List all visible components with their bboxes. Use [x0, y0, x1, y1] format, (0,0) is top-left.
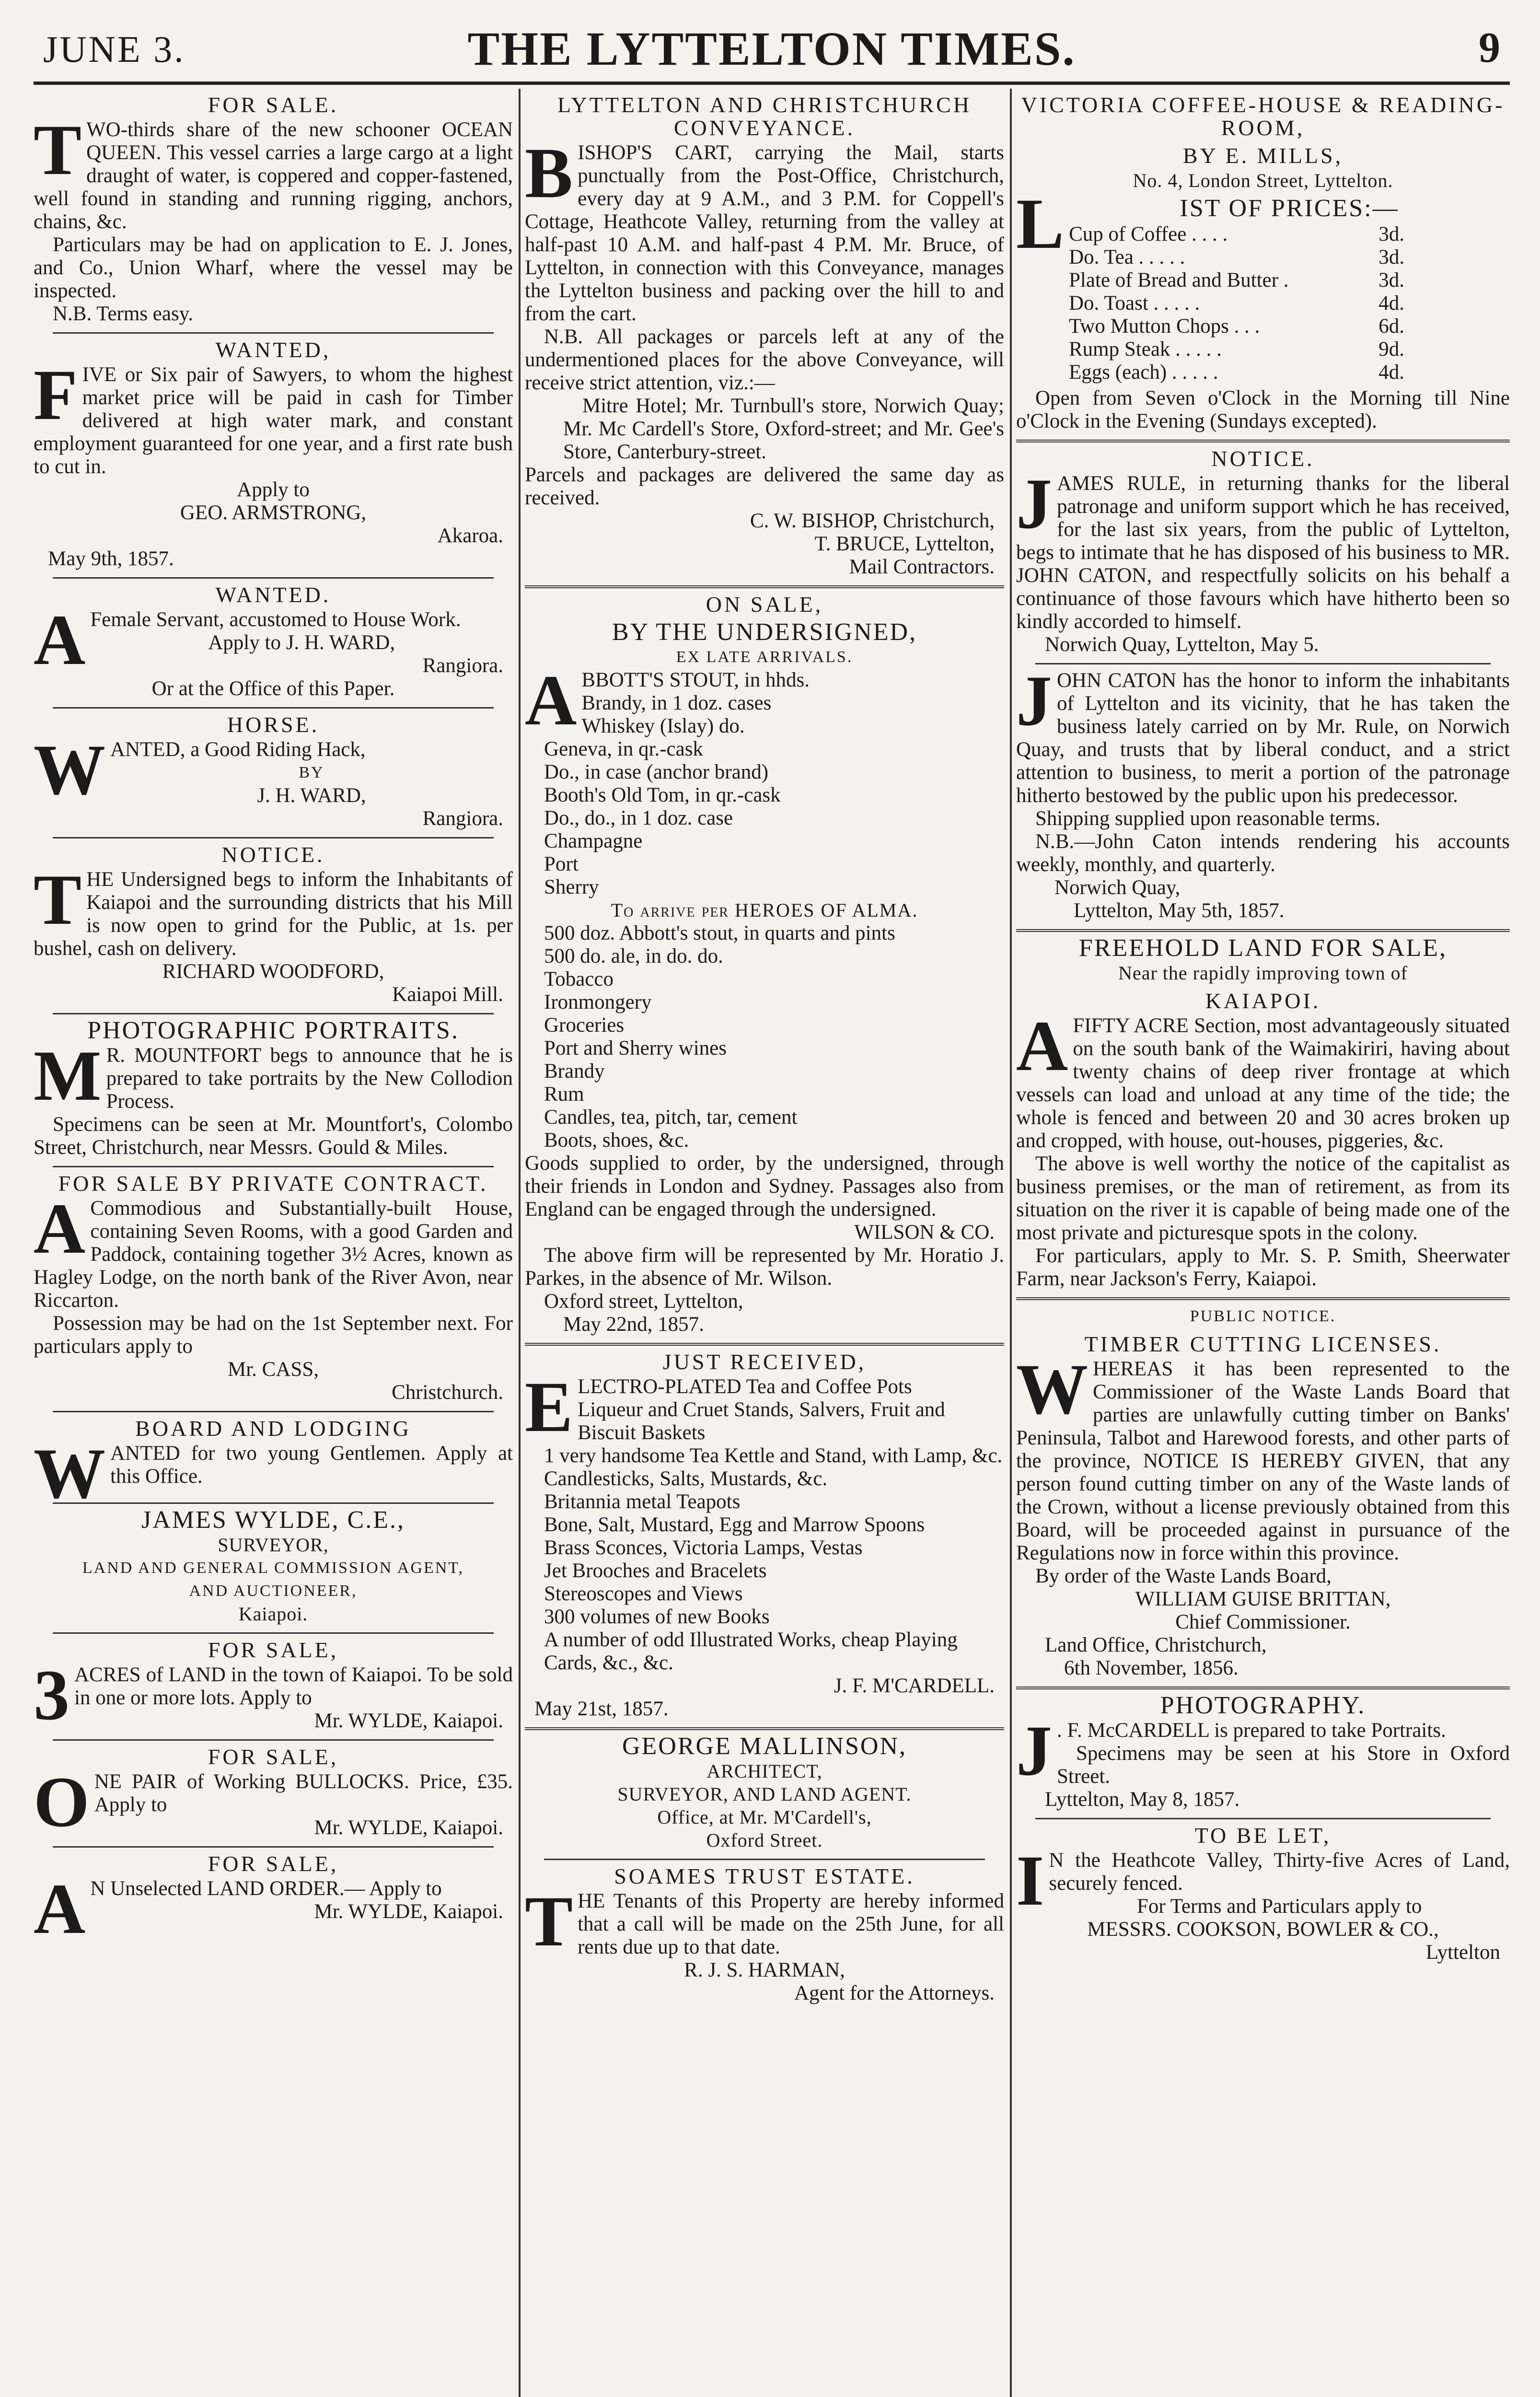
ad-signature: J. F. M'CARDELL. [834, 1675, 995, 1697]
ad-subtitle: KAIAPOI. [1205, 989, 1321, 1013]
ad-note: N.B. Terms easy. [53, 303, 194, 325]
price-list [1069, 223, 1510, 384]
divider [1035, 1818, 1491, 1819]
price-value: 3d. [1378, 246, 1405, 268]
ad-acres-for-sale [34, 1639, 513, 1733]
divider [53, 577, 494, 579]
price-item: Plate of Bread and Butter . [1069, 269, 1289, 291]
ad-signature: Mr. WYLDE, Kaiapoi. [314, 1816, 503, 1839]
divider [525, 1343, 1004, 1346]
price-item: Cup of Coffee . . . . [1069, 223, 1228, 245]
divider [1016, 440, 1510, 442]
ad-list-item: Mitre Hotel; Mr. Turnbull's store, Norwich Quay; Mr. Mc Cardell's Store, Oxford-street; and Mr. Gee's Store, Canterbury-street. [563, 395, 1004, 463]
drop-cap: A [34, 1869, 86, 1949]
ad-board-lodging [34, 1416, 513, 1513]
ad-body: HE Undersigned begs to inform the Inhabitants of Kaiapoi and the surrounding districts that his Mill is now open to grind for the Public, at 1s. per bushel, cash on delivery. [34, 868, 513, 960]
price-row [1069, 246, 1404, 269]
ad-james-rule-notice [1016, 447, 1510, 656]
ad-subtitle: ARCHITECT, [706, 1760, 822, 1782]
ad-mill-notice [34, 843, 513, 1006]
ad-date: Lyttelton, May 5th, 1857. [1074, 899, 1285, 922]
drop-cap: T [34, 860, 82, 940]
price-item: Two Mutton Chops . . . [1069, 315, 1260, 337]
ad-signature: Mail Contractors. [849, 556, 995, 578]
ad-signature: Mr. CASS, [228, 1358, 319, 1381]
ad-location: Akaroa. [437, 524, 503, 547]
price-row [1069, 269, 1404, 292]
divider [525, 585, 1004, 588]
divider [53, 1013, 494, 1014]
ad-title: PHOTOGRAPHY. [1160, 1692, 1366, 1719]
issue-date: JUNE 3. [43, 28, 185, 70]
ad-signature: BY [299, 764, 324, 781]
ad-john-caton [1016, 661, 1510, 922]
ad-subtitle: To arrive per HEROES OF ALMA. [611, 899, 918, 921]
ad-signature: Apply to [237, 478, 310, 501]
ad-subtitle: SURVEYOR, [218, 1534, 329, 1556]
goods-item: Bone, Salt, Mustard, Egg and Marrow Spoons [544, 1513, 925, 1536]
ad-location: Rangiora. [422, 807, 503, 830]
page-number: 9 [1479, 24, 1500, 71]
divider [1035, 663, 1491, 664]
price-item: Rump Steak . . . . . [1069, 338, 1222, 361]
divider [53, 1739, 494, 1741]
price-row [1069, 223, 1404, 246]
ad-sawyers-wanted [34, 338, 513, 570]
ad-body: N.B. All packages or parcels left at any of the undermentioned places for the above Conveyance, will receive strict attention, viz.:— [525, 326, 1004, 394]
ad-kicker: PUBLIC NOTICE. [1190, 1307, 1336, 1325]
column-rule [519, 89, 521, 2397]
ad-body: WO-thirds share of the new schooner OCEAN QUEEN. This vessel carries a large cargo at a light draught of water, is coppered and copper-fastened, well found in standing and running rigging, anchors, chains, &c. [34, 118, 513, 233]
ad-body: IVE or Six pair of Sawyers, to whom the highest market price will be paid in cash for Timber delivered at high water mark, and constant employment guaranteed for one year, and a first rate bush to cut in. [34, 363, 513, 478]
drop-cap: L [1016, 184, 1065, 264]
ad-list-item: LECTRO-PLATED Tea and Coffee Pots [578, 1375, 912, 1398]
drop-cap: W [34, 730, 105, 810]
ad-subtitle: AND AUCTIONEER, [189, 1582, 358, 1600]
goods-item: Tobacco [544, 968, 614, 990]
drop-cap: M [34, 1036, 102, 1116]
ad-date: 6th November, 1856. [1064, 1657, 1239, 1679]
ad-title: PHOTOGRAPHIC PORTRAITS. [87, 1017, 459, 1044]
divider [525, 1727, 1004, 1730]
goods-item: Do., in case (anchor brand) [544, 761, 769, 783]
ad-subtitle: Office, at Mr. M'Cardell's, [657, 1806, 872, 1828]
goods-item: Booth's Old Tom, in qr.-cask [544, 784, 781, 806]
ad-title: NOTICE. [221, 842, 325, 867]
ad-date: May 9th, 1857. [48, 547, 174, 570]
ad-body: Specimens can be seen at Mr. Mountfort's, Colombo Street, Christchurch, near Messrs. Gould & Miles. [34, 1113, 513, 1159]
ad-title: FREEHOLD LAND FOR SALE, [1078, 934, 1447, 962]
drop-cap: J [1016, 1711, 1052, 1791]
drop-cap: O [34, 1762, 90, 1842]
ad-george-mallinson [525, 1735, 1004, 1852]
ad-date: May 21st, 1857. [534, 1698, 669, 1720]
ad-title: GEORGE MALLINSON, [622, 1733, 907, 1760]
ad-signature: Apply to J. H. WARD, [208, 631, 395, 654]
newspaper-title: THE LYTTELTON TIMES. [467, 22, 1076, 75]
divider [1016, 1687, 1510, 1689]
ad-body: ISHOP'S CART, carrying the Mail, starts punctually from the Post-Office, Christchurch, every day at 9 A.M., and 3 P.M. for Coppell's Cottage, Heathcote Valley, returning from the valley at half-past 10 A.M. and half-past 4 P.M. Mr. Bruce, of Lyttelton, in connection with this Conveyance, manages the Lyttelton business and packing over the hill to and from the cart. [525, 141, 1004, 325]
ad-subtitle: EX LATE ARRIVALS. [676, 648, 853, 666]
goods-item: Britannia metal Teapots [544, 1490, 741, 1513]
ad-signature: J. H. WARD, [257, 784, 366, 807]
ad-to-be-let [1016, 1824, 1510, 1964]
ad-body: The above is well worthy the notice of the capitalist as business premises, or the man of retirement, as from its situation on the river it is capable of being made one of the most private and picturesque spots in the colony. [1016, 1152, 1510, 1244]
ad-body: N.B.—John Caton intends rendering his accounts weekly, monthly, and quarterly. [1016, 830, 1510, 876]
ad-title: BY THE UNDERSIGNED, [612, 618, 917, 646]
price-row [1069, 292, 1404, 315]
goods-item: Brandy, in 1 doz. cases [581, 692, 772, 714]
goods-item: 300 volumes of new Books [544, 1606, 770, 1628]
price-row [1069, 315, 1404, 338]
ad-body: Possession may be had on the 1st September next. For particulars apply to [34, 1312, 513, 1358]
ad-signature: RICHARD WOODFORD, [162, 960, 384, 983]
ad-horse-wanted [34, 713, 513, 830]
ad-subtitle: Oxford Street. [706, 1829, 823, 1851]
ad-female-servant [34, 583, 513, 700]
ad-location: Land Office, Christchurch, [1045, 1634, 1267, 1656]
goods-item: Port [544, 853, 579, 875]
goods-item: Candlesticks, Salts, Mustards, &c. [544, 1467, 828, 1490]
ad-signature: R. J. S. HARMAN, [684, 1959, 845, 1981]
divider [544, 1859, 985, 1860]
price-row [1069, 338, 1404, 361]
drop-cap: T [34, 110, 82, 190]
drop-cap: T [525, 1882, 573, 1961]
ad-body: HE Tenants of this Property are hereby informed that a call will be made on the 25th June, for all rents due up to that date. [578, 1890, 1004, 1958]
price-value: 3d. [1378, 223, 1405, 245]
ad-list-item: BBOTT'S STOUT, in hhds. [581, 669, 810, 691]
masthead-rule [34, 81, 1510, 85]
ad-just-received [525, 1350, 1004, 1721]
goods-item: Geneva, in qr.-cask [544, 738, 703, 760]
ad-title: JAMES WYLDE, C.E., [141, 1506, 405, 1534]
drop-cap: B [525, 133, 573, 213]
ad-soames-trust [525, 1865, 1004, 2005]
ad-body: By order of the Waste Lands Board, [1035, 1565, 1332, 1587]
ad-land-order [34, 1851, 513, 1949]
goods-list [544, 1398, 1004, 1675]
ad-body: ANTED for two young Gentlemen. Apply at this Office. [110, 1442, 513, 1488]
ad-body: N the Heathcote Valley, Thirty-five Acres of Land, securely fenced. [1049, 1849, 1510, 1895]
ad-body: HEREAS it has been represented to the Commissioner of the Waste Lands Board that parties are unlawfully cutting timber on Banks' Peninsula, Talbot and Harewood forests, and other parts of the province, NOTICE IS HEREBY GIVEN, that any person found cutting timber on any of the Waste lands of the Crown, without a license previously obtained from this Board, will be proceeded against in pursuance of the Regulations now in force within this province. [1016, 1358, 1510, 1564]
drop-cap: 3 [34, 1655, 69, 1735]
ad-date: Lyttelton, May 8, 1857. [1045, 1788, 1240, 1811]
ad-subtitle: LAND AND GENERAL COMMISSION AGENT, [82, 1559, 464, 1577]
ad-signature: MESSRS. COOKSON, BOWLER & CO., [1087, 1918, 1439, 1941]
price-value: 4d. [1378, 292, 1404, 314]
ad-signature: GEO. ARMSTRONG, [180, 501, 367, 524]
goods-item: 500 doz. Abbott's stout, in quarts and pints [544, 922, 895, 944]
divider [53, 837, 494, 838]
ad-body: For particulars, apply to Mr. S. P. Smith, Sheerwater Farm, near Jackson's Ferry, Kaiapoi. [1016, 1245, 1510, 1290]
ad-signature: Agent for the Attorneys. [794, 1982, 995, 2004]
ad-photographic-portraits [34, 1019, 513, 1159]
ad-body: Parcels and packages are delivered the same day as received. [525, 464, 1004, 509]
ad-body: Commodious and Substantially-built House, containing Seven Rooms, with a good Garden and Paddock, containing together 3½ Acres, known as Hagley Lodge, on the north bank of the River Avon, near Riccarton. [34, 1197, 513, 1312]
price-item: Do. Toast . . . . . [1069, 292, 1200, 314]
ad-body: Specimens may be seen at his Store in Oxford Street. [1057, 1742, 1510, 1788]
ad-photography [1016, 1694, 1510, 1811]
ad-body: ACRES of LAND in the town of Kaiapoi. To be sold in one or more lots. Apply to [74, 1664, 513, 1709]
drop-cap: F [34, 355, 78, 435]
ad-body: NE PAIR of Working BULLOCKS. Price, £35. Apply to [94, 1770, 513, 1816]
goods-list [544, 922, 1004, 1152]
divider [53, 1502, 494, 1504]
divider [53, 707, 494, 709]
ad-body: Particulars may be had on application to E. J. Jones, and Co., Union Wharf, where the vessel may be inspected. [34, 233, 513, 302]
drop-cap: A [34, 600, 86, 680]
drop-cap: J [1016, 661, 1052, 741]
ad-body: OHN CATON has the honor to inform the inhabitants of Lyttelton and its vicinity, that he has taken the business lately carried on by Mr. Rule, on Norwich Quay, and trusts that by liberal conduct, and a strict attention to business, to merit a portion of the patronage hitherto bestowed by the public upon his predecessor. [1016, 669, 1510, 807]
ad-signature: Norwich Quay, [1054, 876, 1181, 899]
goods-item: Groceries [544, 1014, 625, 1036]
ad-private-contract [34, 1172, 513, 1404]
ad-signature: Mr. WYLDE, Kaiapoi. [314, 1710, 503, 1732]
column-rule [1010, 89, 1012, 2397]
goods-item: 1 very handsome Tea Kettle and Stand, with Lamp, &c. [544, 1444, 1003, 1467]
ad-body: AMES RULE, in returning thanks for the liberal patronage and uniform support which he has received, for the last six years, from the public of Lyttelton, begs to intimate that he has disposed of his business to MR. JOHN CATON, and respectfully solicits on his behalf a continuance of those favours which have hitherto been so kindly accorded to himself. [1016, 472, 1510, 633]
ad-signature: Chief Commissioner. [1175, 1611, 1351, 1633]
goods-item: Boots, shoes, &c. [544, 1129, 689, 1152]
ad-bishops-cart [525, 93, 1004, 579]
ad-title: WANTED, [215, 337, 331, 362]
ad-title: FOR SALE, [208, 1745, 339, 1769]
ad-title: FOR SALE, [208, 1851, 339, 1876]
goods-item: Jet Brooches and Bracelets [544, 1559, 767, 1582]
ad-title: TO BE LET, [1194, 1823, 1332, 1848]
ad-subtitle: Kaiapoi. [238, 1603, 308, 1625]
price-list-heading: IST OF PRICES:— [1180, 195, 1399, 222]
ad-title: FOR SALE, [208, 1638, 339, 1662]
goods-item: Whiskey (Islay) do. [581, 715, 745, 737]
drop-cap: W [34, 1434, 105, 1513]
ad-location: Kaiapoi Mill. [392, 983, 503, 1006]
goods-item: Port and Sherry wines [544, 1037, 727, 1059]
ad-title: JUST RECEIVED, [662, 1350, 867, 1374]
ad-body: N Unselected LAND ORDER.— Apply to [90, 1877, 442, 1900]
drop-cap: A [1016, 1006, 1068, 1086]
ad-title: HORSE. [227, 712, 320, 737]
price-item: Do. Tea . . . . . [1069, 246, 1185, 268]
divider [53, 332, 494, 334]
ad-signature: WILLIAM GUISE BRITTAN, [1135, 1588, 1391, 1610]
ad-signature: C. W. BISHOP, Christchurch, [750, 510, 995, 532]
price-row [1069, 361, 1404, 384]
ad-location: Rangiora. [422, 654, 503, 677]
ad-date: May 22nd, 1857. [563, 1313, 704, 1336]
divider [53, 1411, 494, 1412]
ad-body: Shipping supplied upon reasonable terms. [1035, 807, 1381, 830]
divider [1016, 1297, 1510, 1300]
price-item: Eggs (each) . . . . . [1069, 361, 1218, 384]
goods-item: Liqueur and Cruet Stands, Salvers, Fruit and Biscuit Baskets [578, 1398, 945, 1444]
ad-james-wylde [34, 1506, 513, 1626]
ad-freehold-land [1016, 934, 1510, 1291]
ad-subtitle: BY E. MILLS, [1182, 143, 1343, 168]
ad-location: Christchurch. [392, 1381, 503, 1404]
drop-cap: I [1016, 1841, 1044, 1920]
goods-item: Ironmongery [544, 991, 652, 1013]
ad-title: FOR SALE BY PRIVATE CONTRACT. [58, 1171, 488, 1196]
ad-signature: Norwich Quay, Lyttelton, May 5. [1045, 633, 1319, 656]
ad-signature: WILSON & CO. [854, 1221, 995, 1244]
column-3 [1016, 89, 1510, 2397]
ad-title: FOR SALE. [208, 93, 339, 117]
drop-cap: W [1016, 1350, 1088, 1429]
ad-title: WANTED. [215, 582, 331, 607]
divider [1016, 929, 1510, 932]
masthead [34, 14, 1510, 81]
goods-item: Brandy [544, 1060, 605, 1082]
goods-item: Do., do., in 1 doz. case [544, 807, 733, 829]
ad-body: Goods supplied to order, by the undersigned, through their friends in London and Sydney. Passages also from England can be engaged through the undersigned. [525, 1152, 1004, 1221]
drop-cap: A [34, 1189, 86, 1268]
divider [53, 1846, 494, 1848]
ad-body: The above firm will be represented by Mr. Horatio J. Parkes, in the absence of Mr. Wilson. [525, 1244, 1004, 1290]
drop-cap: E [525, 1367, 573, 1447]
ad-title: SOAMES TRUST ESTATE. [614, 1864, 915, 1888]
ad-body: R. MOUNTFORT begs to announce that he is prepared to take portraits by the New Collodion Process. [106, 1044, 513, 1113]
goods-item: Rum [544, 1083, 584, 1105]
divider [53, 1166, 494, 1167]
goods-item: 500 do. ale, in do. do. [544, 945, 723, 967]
ad-title: NOTICE. [1211, 446, 1315, 471]
ad-signature: Mr. WYLDE, Kaiapoi. [314, 1900, 503, 1923]
goods-item: A number of odd Illustrated Works, cheap Playing Cards, &c., &c. [544, 1629, 958, 1674]
ad-body: FIFTY ACRE Section, most advantageously situated on the south bank of the Waimakiriri, having about twenty chains of deep river frontage at which vessels can load and unload at any time of the tide; the whole is fenced and between 20 and 30 acres broken up and cropped, with house, out-houses, piggeries, &c. [1016, 1014, 1510, 1152]
price-value: 9d. [1378, 338, 1404, 361]
ad-body: Open from Seven o'Clock in the Morning till Nine o'Clock in the Evening (Sundays excepted). [1016, 387, 1510, 432]
drop-cap: A [525, 661, 577, 740]
ad-title: TIMBER CUTTING LICENSES. [1084, 1332, 1442, 1356]
price-value: 4d. [1378, 361, 1404, 384]
ad-address: Oxford street, Lyttelton, [544, 1290, 743, 1313]
ad-schooner-for-sale [34, 93, 513, 326]
ad-location: Lyttelton [1425, 1941, 1500, 1964]
ad-bullocks-for-sale [34, 1745, 513, 1842]
ad-signature: Or at the Office of this Paper. [151, 677, 395, 700]
ad-body: . F. McCARDELL is prepared to take Portraits. [1057, 1719, 1446, 1742]
goods-item: Sherry [544, 876, 599, 898]
ad-address: No. 4, London Street, Lyttelton. [1133, 170, 1393, 191]
ad-body: For Terms and Particulars apply to [1136, 1895, 1422, 1918]
ad-wilson-on-sale [525, 593, 1004, 1336]
ad-title: VICTORIA COFFEE-HOUSE & READING-ROOM, [1021, 93, 1505, 140]
ad-body: ANTED, a Good Riding Hack, [110, 738, 366, 761]
ad-subtitle: Near the rapidly improving town of [1118, 962, 1408, 984]
goods-item: Champagne [544, 830, 643, 852]
drop-cap: J [1016, 464, 1052, 544]
price-value: 3d. [1378, 269, 1404, 291]
ad-body: Female Servant, accustomed to House Work. [90, 608, 461, 631]
price-value: 6d. [1378, 315, 1404, 337]
ad-title: LYTTELTON AND CHRISTCHURCH CONVEYANCE. [557, 93, 972, 140]
column-2 [525, 89, 1004, 2397]
ad-timber-licenses [1016, 1305, 1510, 1680]
divider [53, 1632, 494, 1634]
goods-item: Stereoscopes and Views [544, 1582, 743, 1605]
goods-item: Candles, tea, pitch, tar, cement [544, 1106, 798, 1129]
goods-list [544, 692, 1004, 899]
ad-signature: T. BRUCE, Lyttelton, [814, 533, 995, 555]
ad-subtitle: SURVEYOR, AND LAND AGENT. [617, 1783, 912, 1805]
column-1 [34, 89, 513, 2397]
ad-title: BOARD AND LODGING [135, 1416, 411, 1441]
goods-item: Brass Sconces, Victoria Lamps, Vestas [544, 1536, 863, 1559]
ad-victoria-coffee-house [1016, 93, 1510, 433]
ad-title: ON SALE, [706, 592, 823, 617]
